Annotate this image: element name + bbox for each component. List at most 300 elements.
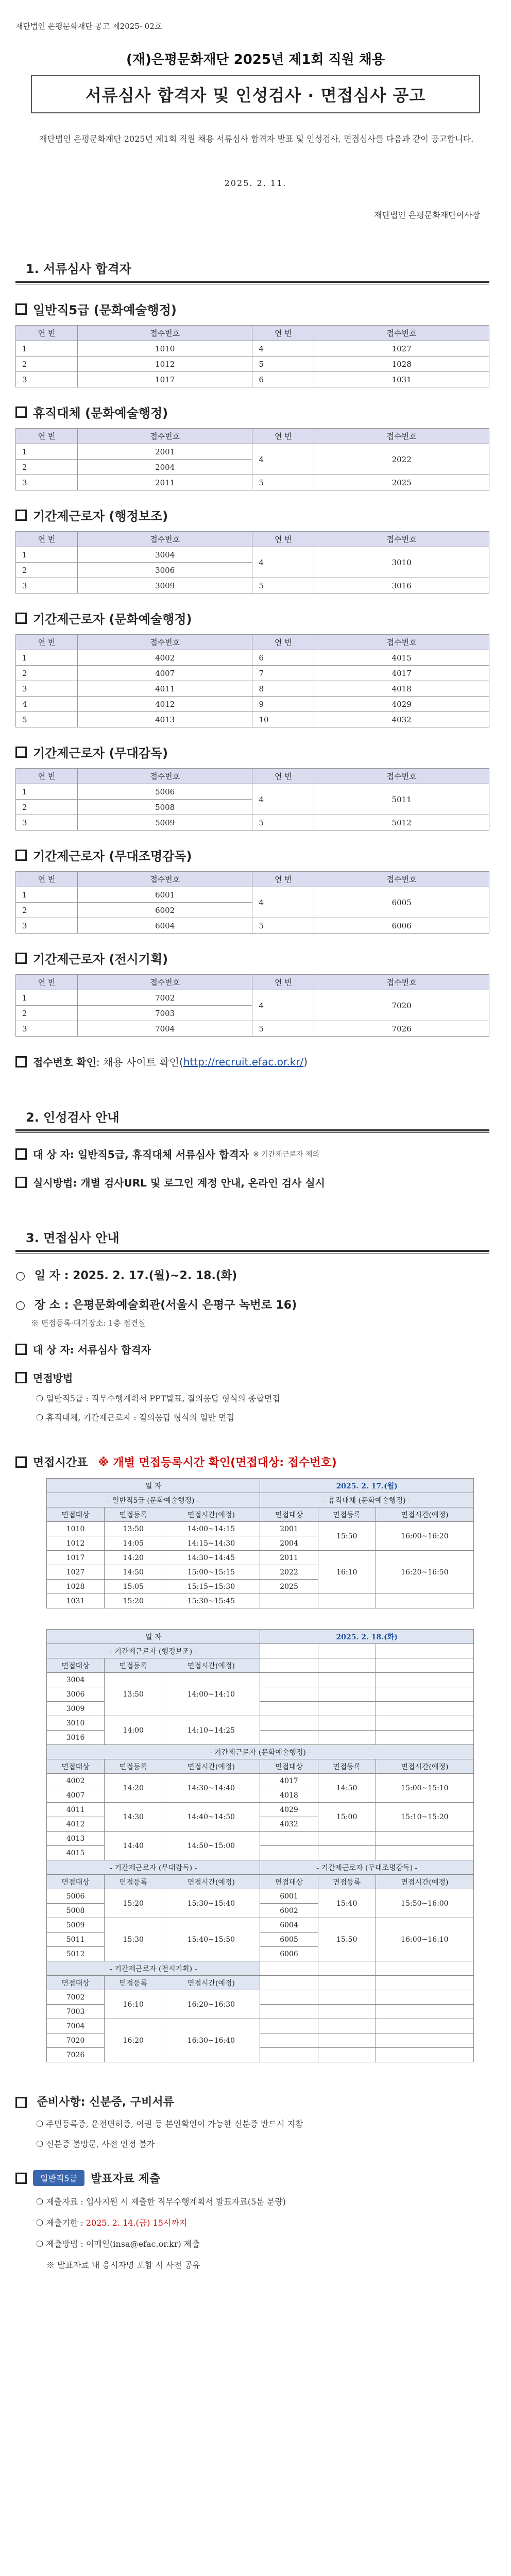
row-no: 3 (16, 918, 78, 934)
square-bullet-icon (15, 2173, 27, 2184)
column-row (47, 1976, 474, 1990)
applicant-number: 1012 (47, 1536, 105, 1551)
s2-method-value: : 개별 검사URL 및 로그인 계정 안내, 온라인 검사 실시 (73, 1177, 326, 1189)
table-row (47, 1889, 474, 1904)
blank-cell (318, 1702, 376, 1716)
col-no: 연 번 (252, 429, 314, 444)
group-heading (15, 949, 496, 967)
col-time: 면접시간(예정) (162, 1658, 260, 1673)
pass-table (15, 974, 489, 1037)
prep-item-2: ❍ 신분증 불방문, 사전 인정 불가 (36, 2139, 155, 2149)
col-no: 연 번 (252, 769, 314, 784)
column-row (47, 1658, 474, 1673)
applicant-number: 5012 (47, 1947, 105, 1961)
group-label: - 기간제근로자 (전시기획) - (47, 1961, 260, 1976)
row-no: 3 (16, 578, 78, 594)
row-no: 4 (252, 444, 314, 475)
interview-time: 15:15~15:30 (162, 1580, 260, 1594)
receipt-number: 2011 (77, 475, 252, 490)
table-row (16, 475, 489, 490)
col-no: 연 번 (252, 975, 314, 990)
col-reg: 면접등록 (105, 1759, 162, 1774)
reg-time: 14:05 (105, 1536, 162, 1551)
reg-time: 13:50 (105, 1522, 162, 1536)
section-3-heading (15, 1226, 489, 1253)
signer: 재단법인 은평문화재단이사장 (373, 210, 480, 220)
pass-table (15, 531, 489, 594)
table-row (47, 1918, 474, 1933)
reg-time: 14:50 (105, 1565, 162, 1580)
blank-cell (318, 2033, 376, 2048)
main-title: (재)은평문화재단 2025년 제1회 직원 채용 (126, 52, 385, 67)
result-item-2 (36, 2216, 496, 2228)
col-no: 연 번 (16, 532, 78, 547)
section-2-title: 2. 인성검사 안내 (26, 1110, 120, 1125)
row-no: 5 (252, 357, 314, 372)
blank-cell (318, 1594, 376, 1608)
reg-time: 15:00 (318, 1803, 376, 1832)
applicant-number: 6002 (260, 1904, 318, 1918)
applicant-number: 2011 (260, 1551, 318, 1565)
applicant-number: 3004 (47, 1673, 105, 1687)
interview-time: 16:20~16:50 (376, 1551, 473, 1594)
applicant-number: 7026 (47, 2048, 105, 2062)
receipt-number: 5009 (77, 815, 252, 831)
s3-date (15, 1267, 496, 1283)
col-time: 면접시간(예정) (376, 1759, 473, 1774)
blank-cell (260, 1673, 318, 1687)
table-row (16, 357, 489, 372)
result-deadline: 2025. 2. 14.(금) 15시까지 (86, 2218, 188, 2228)
group-title: 기간제근로자 (문화예술행정) (33, 612, 192, 626)
blank-cell (376, 1594, 473, 1608)
interview-time: 15:00~15:10 (376, 1774, 473, 1803)
blank-cell (260, 1961, 318, 1976)
circle-bullet-icon: ○ (15, 1269, 26, 1282)
result-item-1: ❍ 제출자료 : 입사지원 시 제출한 직무수행계획서 발표자료(5분 분량) (36, 2197, 286, 2207)
group-title: 기간제근로자 (무대감독) (33, 746, 168, 760)
applicant-number: 2022 (260, 1565, 318, 1580)
receipt-number: 4017 (314, 666, 489, 681)
s2-target-value: : 일반직5급, 휴직대체 서류심사 합격자 (70, 1148, 249, 1161)
reg-time: 15:50 (318, 1522, 376, 1551)
col-reg: 면접등록 (105, 1658, 162, 1673)
pass-table (15, 428, 489, 490)
pass-table (15, 325, 489, 387)
col-applicant: 면접대상 (47, 1658, 105, 1673)
row-no: 2 (16, 460, 78, 475)
col-receipt-number: 접수번호 (314, 532, 489, 547)
col-receipt-number: 접수번호 (314, 326, 489, 341)
table-row (16, 815, 489, 831)
interview-time: 14:10~14:25 (162, 1716, 260, 1745)
row-no: 4 (252, 547, 314, 578)
group-heading (15, 403, 496, 421)
blank-cell (260, 2005, 318, 2019)
row-no: 3 (16, 372, 78, 387)
col-receipt-number: 접수번호 (77, 872, 252, 887)
row-no: 5 (252, 1021, 314, 1037)
col-time: 면접시간(예정) (162, 1976, 260, 1990)
blank-cell (318, 2048, 376, 2062)
section-1-title: 1. 서류심사 합격자 (26, 262, 131, 276)
receipt-number: 3009 (77, 578, 252, 594)
col-receipt-number: 접수번호 (314, 769, 489, 784)
applicant-number: 3010 (47, 1716, 105, 1731)
interview-time: 14:40~14:50 (162, 1803, 260, 1832)
s2-method-label: 실시방법 (33, 1177, 73, 1189)
date-label: 일 자 (47, 1630, 260, 1644)
s2-target-label: 대 상 자 (33, 1148, 70, 1161)
row-no: 1 (16, 990, 78, 1006)
col-no: 연 번 (16, 326, 78, 341)
receipt-number: 4015 (314, 650, 489, 666)
doc-number: 재단법인 은평문화재단 공고 제2025- 02호 (15, 22, 162, 31)
receipt-number: 7026 (314, 1021, 489, 1037)
s2-target-note: ※ 기간제근로자 제외 (253, 1150, 319, 1159)
s3-date-value: : 2025. 2. 17.(월)~2. 18.(화) (64, 1269, 237, 1282)
group-title: 기간제근로자 (행정보조) (33, 509, 168, 523)
square-bullet-icon (15, 2097, 27, 2108)
square-bullet-icon (15, 1056, 27, 1067)
blank-cell (318, 2005, 376, 2019)
circle-bullet-icon: ○ (15, 1299, 26, 1312)
receipt-number: 5008 (77, 800, 252, 815)
table-header-row (16, 429, 489, 444)
row-no: 1 (16, 784, 78, 800)
blank-cell (376, 1716, 473, 1731)
row-no: 2 (16, 563, 78, 578)
receipt-number: 3010 (314, 547, 489, 578)
blank-cell (260, 1846, 318, 1860)
blank-cell (376, 1976, 473, 1990)
reg-time: 16:10 (105, 1990, 162, 2019)
blank-cell (376, 1731, 473, 1745)
row-no: 3 (16, 681, 78, 697)
pass-groups (15, 300, 496, 1037)
s3-method-label: 면접방법 (33, 1372, 73, 1384)
col-receipt-number: 접수번호 (314, 975, 489, 990)
applicant-number: 4029 (260, 1803, 318, 1817)
interview-time: 14:15~14:30 (162, 1536, 260, 1551)
reg-time: 14:50 (318, 1774, 376, 1803)
blank-cell (376, 1961, 473, 1976)
receipt-number: 2025 (314, 475, 489, 490)
interview-time: 15:50~16:00 (376, 1889, 473, 1918)
applicant-number: 7002 (47, 1990, 105, 2005)
row-no: 10 (252, 712, 314, 727)
applicant-number: 5006 (47, 1889, 105, 1904)
applicant-number: 4015 (47, 1846, 105, 1860)
reg-time: 15:50 (318, 1918, 376, 1961)
col-applicant: 면접대상 (47, 1507, 105, 1522)
prep-item-1: ❍ 주민등록증, 운전면허증, 여권 등 본인확인이 가능한 신분증 반드시 지참 (36, 2119, 303, 2129)
blank-cell (318, 1976, 376, 1990)
group-row (47, 1860, 474, 1875)
group-row (47, 1644, 474, 1658)
table-row (16, 341, 489, 357)
applicant-number: 4011 (47, 1803, 105, 1817)
col-time: 면접시간(예정) (162, 1875, 260, 1889)
row-no: 5 (252, 815, 314, 831)
receipt-number: 1027 (314, 341, 489, 357)
blank-cell (260, 2048, 318, 2062)
receipt-number: 7002 (77, 990, 252, 1006)
interview-time: 16:30~16:40 (162, 2019, 260, 2062)
group-title: 기간제근로자 (무대조명감독) (33, 849, 192, 863)
table-row (47, 2019, 474, 2033)
applicant-number: 1017 (47, 1551, 105, 1565)
blank-cell (376, 1644, 473, 1658)
receipt-number: 3004 (77, 547, 252, 563)
table-row (16, 918, 489, 934)
col-time: 면접시간(예정) (162, 1759, 260, 1774)
applicant-number: 2025 (260, 1580, 318, 1594)
table-header-row (16, 872, 489, 887)
blank-cell (376, 1658, 473, 1673)
applicant-number: 2004 (260, 1536, 318, 1551)
interview-time: 15:30~15:45 (162, 1594, 260, 1608)
col-applicant: 면접대상 (260, 1759, 318, 1774)
table-row (16, 547, 489, 563)
col-time: 면접시간(예정) (376, 1875, 473, 1889)
reg-time: 15:30 (105, 1918, 162, 1961)
group-heading (15, 846, 496, 864)
table-row (16, 372, 489, 387)
section-1-heading (15, 257, 489, 284)
s3-method-1: ❍ 일반직5급 : 직무수행계획서 PPT발표, 질의응답 형식의 종합면접 (36, 1394, 280, 1403)
schedule-day2 (46, 1629, 474, 2062)
day1-left-group: - 일반직5급 (문화예술행정) - (47, 1493, 260, 1507)
group-label: - 기간제근로자 (문화예술행정) - (47, 1745, 474, 1759)
interview-time: 15:00~15:15 (162, 1565, 260, 1580)
col-no: 연 번 (16, 429, 78, 444)
blank-cell (376, 1846, 473, 1860)
interview-time: 16:00~16:10 (376, 1918, 473, 1961)
blank-cell (260, 1716, 318, 1731)
receipt-number: 4002 (77, 650, 252, 666)
result-heading (15, 2170, 496, 2186)
table-row (47, 1832, 474, 1846)
receipt-number: 1031 (314, 372, 489, 387)
s2-target (15, 1146, 496, 1161)
interview-time: 15:10~15:20 (376, 1803, 473, 1832)
table-row (47, 1716, 474, 1731)
blank-cell (318, 1832, 376, 1846)
square-bullet-icon (15, 1456, 27, 1468)
section-3-title: 3. 면접심사 안내 (26, 1231, 120, 1245)
blank-cell (376, 2005, 473, 2019)
blank-cell (260, 1731, 318, 1745)
blank-cell (376, 1673, 473, 1687)
blank-cell (260, 2033, 318, 2048)
col-no: 연 번 (252, 532, 314, 547)
row-no: 2 (16, 800, 78, 815)
interview-time: 14:00~14:10 (162, 1673, 260, 1716)
blank-cell (260, 1990, 318, 2005)
col-no: 연 번 (16, 635, 78, 650)
row-no: 1 (16, 887, 78, 903)
applicant-number: 6006 (260, 1947, 318, 1961)
reg-time: 16:20 (105, 2019, 162, 2062)
interview-time: 14:30~14:40 (162, 1774, 260, 1803)
receipt-number: 5012 (314, 815, 489, 831)
intro-text: 재단법인 은평문화재단 2025년 제1회 직원 채용 서류심사 합격자 발표 및 인성검사, 면접심사를 다음과 같이 공고합니다. (39, 134, 474, 144)
recruit-link[interactable]: http://recruit.efac.or.kr/ (183, 1055, 304, 1068)
applicant-number: 4018 (260, 1788, 318, 1803)
schedule-note: ※ 개별 면접등록시간 확인(면접대상: 접수번호) (98, 1456, 337, 1469)
col-time: 면접시간(예정) (376, 1507, 473, 1522)
group-row (47, 1961, 474, 1976)
row-no: 3 (16, 815, 78, 831)
col-receipt-number: 접수번호 (77, 326, 252, 341)
square-bullet-icon (15, 1177, 27, 1188)
table-row (47, 1594, 474, 1608)
row-no: 7 (252, 666, 314, 681)
blank-cell (376, 1687, 473, 1702)
square-bullet-icon (15, 953, 27, 964)
blank-cell (318, 1673, 376, 1687)
row-no: 4 (252, 341, 314, 357)
col-no: 연 번 (252, 326, 314, 341)
applicant-number: 5008 (47, 1904, 105, 1918)
blank-cell (260, 1702, 318, 1716)
day1-date: 2025. 2. 17.(월) (260, 1479, 474, 1493)
blank-cell (376, 2019, 473, 2033)
row-no: 4 (252, 990, 314, 1021)
group-heading (15, 300, 496, 318)
applicant-number: 3009 (47, 1702, 105, 1716)
blank-cell (260, 2019, 318, 2033)
col-no: 연 번 (16, 975, 78, 990)
row-no: 3 (16, 1021, 78, 1037)
col-receipt-number: 접수번호 (77, 975, 252, 990)
interview-time: 14:00~14:15 (162, 1522, 260, 1536)
blank-cell (260, 1594, 318, 1608)
s3-date-label: 일 자 (34, 1269, 61, 1282)
reg-time: 14:20 (105, 1774, 162, 1803)
reg-time: 15:40 (318, 1889, 376, 1918)
reg-time: 15:05 (105, 1580, 162, 1594)
applicant-number: 2001 (260, 1522, 318, 1536)
col-reg: 면접등록 (318, 1875, 376, 1889)
row-no: 2 (16, 1006, 78, 1021)
reg-time: 14:40 (105, 1832, 162, 1860)
applicant-number: 4002 (47, 1774, 105, 1788)
col-receipt-number: 접수번호 (314, 429, 489, 444)
applicant-number: 7004 (47, 2019, 105, 2033)
row-no: 4 (16, 697, 78, 712)
pass-table (15, 768, 489, 831)
row-no: 8 (252, 681, 314, 697)
applicant-number: 4013 (47, 1832, 105, 1846)
receipt-number: 4012 (77, 697, 252, 712)
applicant-number: 1010 (47, 1522, 105, 1536)
group-heading (15, 506, 496, 524)
receipt-number: 2022 (314, 444, 489, 475)
col-applicant: 면접대상 (47, 1875, 105, 1889)
column-row (47, 1875, 474, 1889)
applicant-number: 1027 (47, 1565, 105, 1580)
applicant-number: 1031 (47, 1594, 105, 1608)
applicant-number: 5009 (47, 1918, 105, 1933)
row-no: 2 (16, 666, 78, 681)
applicant-number: 4032 (260, 1817, 318, 1832)
blank-cell (318, 1644, 376, 1658)
table-row (16, 712, 489, 727)
square-bullet-icon (15, 747, 27, 758)
receipt-number: 3006 (77, 563, 252, 578)
col-no: 연 번 (252, 872, 314, 887)
s3-place-label: 장 소 (34, 1299, 61, 1312)
interview-time: 16:00~16:20 (376, 1522, 473, 1551)
square-bullet-icon (15, 1372, 27, 1383)
s3-target-value: : 서류심사 합격자 (70, 1344, 151, 1356)
reg-time: 15:20 (105, 1594, 162, 1608)
row-no: 5 (252, 475, 314, 490)
col-receipt-number: 접수번호 (77, 532, 252, 547)
receipt-number: 6004 (77, 918, 252, 934)
blank-cell (376, 2048, 473, 2062)
row-no: 9 (252, 697, 314, 712)
group-label: - 기간제근로자 (무대감독) - (47, 1860, 260, 1875)
table-header-row (16, 326, 489, 341)
table-row (47, 1990, 474, 2005)
receipt-number: 1017 (77, 372, 252, 387)
col-reg: 면접등록 (105, 1507, 162, 1522)
reg-time: 16:10 (318, 1551, 376, 1594)
col-reg: 면접등록 (105, 1875, 162, 1889)
section-2-heading (15, 1105, 489, 1133)
receipt-number: 6005 (314, 887, 489, 918)
col-no: 연 번 (16, 872, 78, 887)
row-no: 5 (252, 578, 314, 594)
receipt-number: 7003 (77, 1006, 252, 1021)
group-label: - 기간제근로자 (행정보조) - (47, 1644, 260, 1658)
square-bullet-icon (15, 303, 27, 315)
col-reg: 면접등록 (318, 1759, 376, 1774)
col-receipt-number: 접수번호 (314, 872, 489, 887)
s3-place (15, 1296, 496, 1312)
square-bullet-icon (15, 850, 27, 861)
receipt-number: 4029 (314, 697, 489, 712)
col-no: 연 번 (252, 635, 314, 650)
table-row (16, 1021, 489, 1037)
col-receipt-number: 접수번호 (77, 769, 252, 784)
row-no: 6 (252, 372, 314, 387)
blank-cell (318, 1731, 376, 1745)
subtitle-box: 서류심사 합격자 및 인성검사 · 면접심사 공고 (31, 75, 480, 113)
col-reg: 면접등록 (318, 1507, 376, 1522)
day1-right-group: - 휴직대체 (문화예술행정) - (260, 1493, 474, 1507)
blank-cell (376, 2033, 473, 2048)
blank-cell (318, 2019, 376, 2033)
col-time: 면접시간(예정) (162, 1507, 260, 1522)
s3-place-value: : 은평문화예술회관(서울시 은평구 녹번로 16) (64, 1299, 297, 1312)
prep-title: 준비사항: 신분증, 구비서류 (37, 2096, 174, 2109)
reg-time: 13:50 (105, 1673, 162, 1716)
table-row (47, 1551, 474, 1565)
col-receipt-number: 접수번호 (77, 429, 252, 444)
interview-time: 14:30~14:45 (162, 1551, 260, 1565)
row-no: 4 (252, 887, 314, 918)
square-bullet-icon (15, 1344, 27, 1355)
receipt-number: 6006 (314, 918, 489, 934)
applicant-number: 5011 (47, 1933, 105, 1947)
receipt-number: 1010 (77, 341, 252, 357)
receipt-text: : 채용 사이트 확인( (96, 1056, 183, 1069)
table-row (16, 578, 489, 594)
